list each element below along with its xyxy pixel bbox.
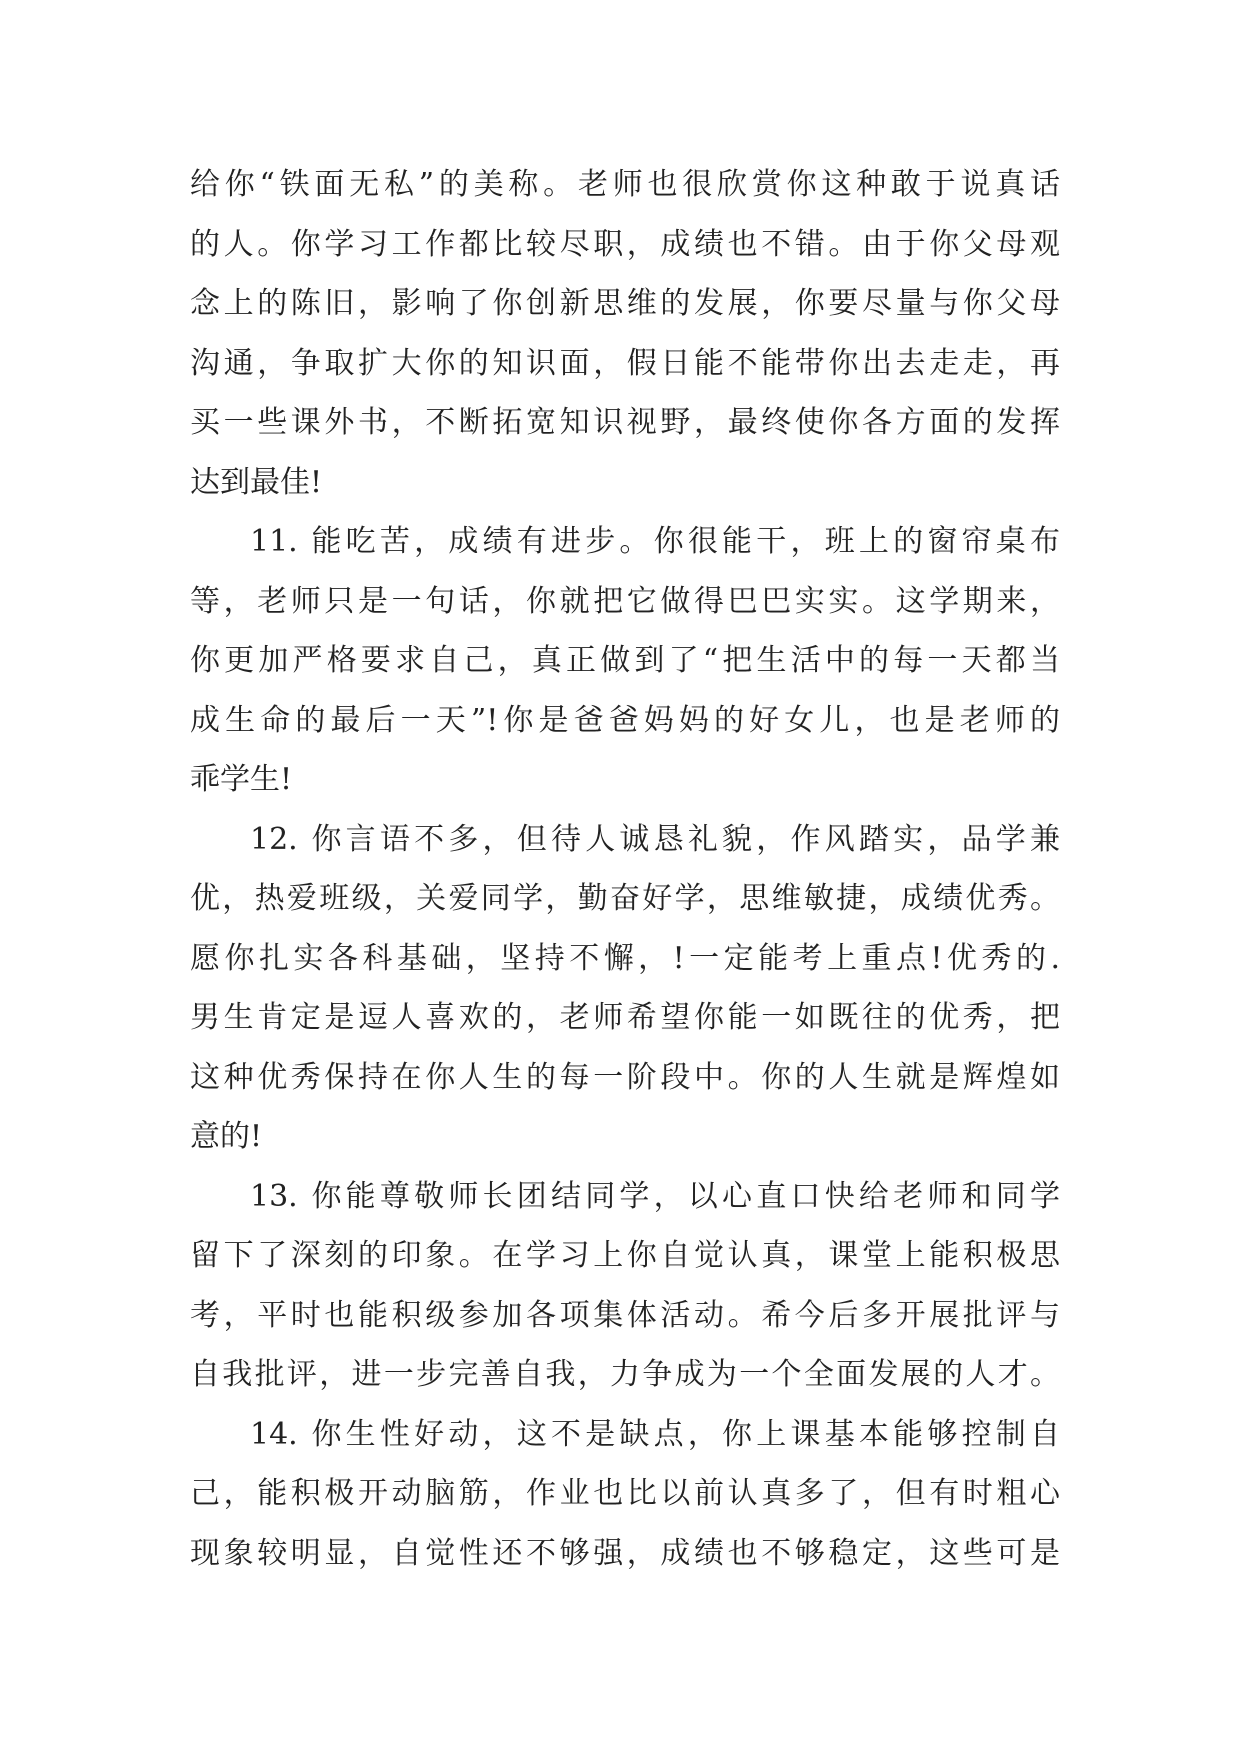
text-line: 给你“铁面无私”的美称。老师也很欣赏你这种敢于说真话 bbox=[190, 167, 1060, 202]
text-line: 14. 你生性好动，这不是缺点，你上课基本能够控制自 bbox=[250, 1416, 1060, 1452]
text-line: 男生肯定是逗人喜欢的，老师希望你能一如既往的优秀，把 bbox=[190, 1000, 1060, 1035]
paragraph-comment-14 bbox=[190, 1405, 1060, 1584]
text-line: 12. 你言语不多，但待人诚恳礼貌，作风踏实，品学兼 bbox=[250, 821, 1060, 857]
text-line: 你更加严格要求自己，真正做到了“把生活中的每一天都当 bbox=[190, 643, 1060, 678]
text-line: 考，平时也能积级参加各项集体活动。希今后多开展批评与 bbox=[190, 1297, 1060, 1333]
body-text bbox=[190, 155, 1060, 1583]
text-line: 买一些课外书，不断拓宽知识视野，最终使你各方面的发挥 bbox=[190, 405, 1060, 440]
text-line: 现象较明显，自觉性还不够强，成绩也不够稳定，这些可是 bbox=[190, 1535, 1060, 1571]
text-line: 乖学生! bbox=[190, 762, 293, 797]
text-line: 达到最佳! bbox=[190, 464, 323, 500]
text-line: 留下了深刻的印象。在学习上你自觉认真，课堂上能积极思 bbox=[190, 1238, 1060, 1273]
text-line: 自我批评，进一步完善自我，力争成为一个全面发展的人才。 bbox=[190, 1357, 1060, 1392]
text-line: 11. 能吃苦，成绩有进步。你很能干，班上的窗帘桌布 bbox=[250, 524, 1060, 559]
text-line: 成生命的最后一天”!你是爸爸妈妈的好女儿，也是老师的 bbox=[190, 702, 1060, 738]
text-line: 沟通，争取扩大你的知识面，假日能不能带你出去走走，再 bbox=[190, 345, 1060, 381]
text-line: 意的! bbox=[190, 1119, 263, 1154]
text-line: 念上的陈旧，影响了你创新思维的发展，你要尽量与你父母 bbox=[190, 286, 1060, 321]
text-line: 13. 你能尊敬师长团结同学，以心直口快给老师和同学 bbox=[250, 1178, 1060, 1214]
text-line: 的人。你学习工作都比较尽职，成绩也不错。由于你父母观 bbox=[190, 226, 1060, 262]
paragraph-comment-11 bbox=[190, 512, 1060, 810]
paragraph-comment-10-continued bbox=[190, 155, 1060, 512]
paragraph-comment-13 bbox=[190, 1167, 1060, 1405]
paragraph-comment-12 bbox=[190, 810, 1060, 1167]
text-line: 己，能积极开动脑筋，作业也比以前认真多了，但有时粗心 bbox=[190, 1476, 1060, 1511]
text-line: 这种优秀保持在你人生的每一阶段中。你的人生就是辉煌如 bbox=[190, 1059, 1060, 1095]
text-line: 愿你扎实各科基础，坚持不懈，!一定能考上重点!优秀的. bbox=[190, 940, 1060, 976]
text-line: 优，热爱班级，关爱同学，勤奋好学，思维敏捷，成绩优秀。 bbox=[190, 881, 1060, 916]
text-line: 等，老师只是一句话，你就把它做得巴巴实实。这学期来， bbox=[190, 583, 1060, 619]
